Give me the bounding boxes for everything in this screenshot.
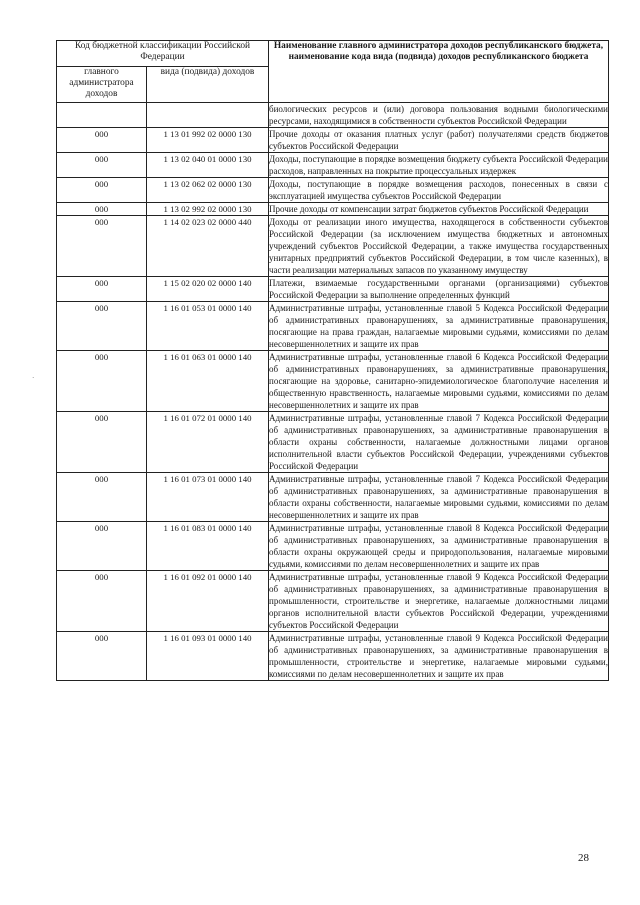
income-code-cell: 1 16 01 072 01 0000 140 (147, 412, 269, 473)
income-code-cell (147, 103, 269, 128)
table-row (57, 412, 609, 473)
table-row (57, 203, 609, 216)
budget-classification-table (56, 40, 609, 681)
admin-code-cell: 000 (57, 153, 147, 178)
income-description-cell: Административные штрафы, установленные главой 9 Кодекса Российской Федерации об административных правонарушениях, за административные правонарушения в промышленности, строительстве и энергетике, налагаемые мировыми судьями, комиссиями по делам несовершеннолетних и защите их прав (269, 633, 608, 679)
header-name-column: Наименование главного администратора доходов республиканского бюджета, наименование кода вида (подвида) доходов республиканского бюджета (269, 41, 609, 103)
admin-code-cell: 000 (57, 302, 147, 351)
header-kind-column: вида (подвида) доходов (147, 67, 269, 103)
table-row (57, 153, 609, 178)
table-row (57, 216, 609, 277)
admin-code-cell: 000 (57, 522, 147, 571)
admin-code-cell: 000 (57, 473, 147, 522)
income-description-cell: Административные штрафы, установленные главой 7 Кодекса Российской Федерации об административных правонарушениях, за административные правонарушения в области охраны собственности, налагаемые должностными лицами органов исполнительной власти субъектов Российской Федерации, учреждениями субъектов Российской Федерации (269, 413, 608, 471)
table-row (57, 632, 609, 681)
income-description-cell: Административные штрафы, установленные главой 7 Кодекса Российской Федерации об административных правонарушениях, за административные правонарушения в области охраны собственности, налагаемые мировыми судьями, комиссиями по делам несовершеннолетних и защите их прав (269, 474, 608, 520)
income-code-cell: 1 15 02 020 02 0000 140 (147, 277, 269, 302)
admin-code-cell: 000 (57, 178, 147, 203)
page-number: 28 (578, 852, 589, 864)
scan-mark: · (32, 374, 35, 382)
income-description-cell: Административные штрафы, установленные главой 8 Кодекса Российской Федерации об административных правонарушениях, за административные правонарушения в области охраны окружающей среды и природопользования, налагаемые мировыми судьями, комиссиями по делам несовершеннолетних и защите их прав (269, 523, 608, 569)
income-code-cell: 1 14 02 023 02 0000 440 (147, 216, 269, 277)
admin-code-cell: 000 (57, 412, 147, 473)
income-description-cell: биологических ресурсов и (или) договора пользования водными биологическими ресурсами, находящимися в собственности субъектов Российской Федерации (269, 104, 608, 126)
income-code-cell: 1 13 02 040 01 0000 130 (147, 153, 269, 178)
income-code-cell: 1 16 01 063 01 0000 140 (147, 351, 269, 412)
income-code-cell: 1 13 02 062 02 0000 130 (147, 178, 269, 203)
admin-code-cell: 000 (57, 351, 147, 412)
income-code-cell: 1 13 02 992 02 0000 130 (147, 203, 269, 216)
income-code-cell: 1 13 01 992 02 0000 130 (147, 128, 269, 153)
income-code-cell: 1 16 01 092 01 0000 140 (147, 571, 269, 632)
table-row (57, 128, 609, 153)
table-row (57, 302, 609, 351)
header-code-group: Код бюджетной классификации Российской Федерации (57, 41, 269, 67)
table-row (57, 571, 609, 632)
admin-code-cell: 000 (57, 571, 147, 632)
income-code-cell: 1 16 01 093 01 0000 140 (147, 632, 269, 681)
admin-code-cell: 000 (57, 203, 147, 216)
table-row (57, 522, 609, 571)
admin-code-cell (57, 103, 147, 128)
income-description-cell: Административные штрафы, установленные главой 6 Кодекса Российской Федерации об административных правонарушениях, за административные правонарушения, посягающие на здоровье, санитарно-эпидемиологическое благополучие населения и общественную нравственность, налагаемые мировыми судьями, комиссиями по делам несовершеннолетних и защите их прав (269, 352, 608, 410)
table-row (57, 277, 609, 302)
income-description-cell: Административные штрафы, установленные главой 5 Кодекса Российской Федерации об административных правонарушениях, за административные правонарушения, посягающие на права граждан, налагаемые мировыми судьями, комиссиями по делам несовершеннолетних и защите их прав (269, 303, 608, 349)
income-description-cell: Доходы, поступающие в порядке возмещения бюджету субъекта Российской Федерации расходов, направленных на покрытие процессуальных издержек (269, 154, 608, 176)
header-admin-column: главного администратора доходов (57, 67, 147, 103)
table-row (57, 351, 609, 412)
income-code-cell: 1 16 01 083 01 0000 140 (147, 522, 269, 571)
income-description-cell: Административные штрафы, установленные главой 9 Кодекса Российской Федерации об административных правонарушениях, за административные правонарушения в промышленности, строительстве и энергетике, налагаемые должностными лицами органов исполнительной власти субъектов Российской Федерации, учреждениями субъектов Российской Федерации (269, 572, 608, 630)
table-row (57, 178, 609, 203)
admin-code-cell: 000 (57, 216, 147, 277)
income-description-cell: Прочие доходы от оказания платных услуг (работ) получателями средств бюджетов субъектов Российской Федерации (269, 129, 608, 151)
admin-code-cell: 000 (57, 128, 147, 153)
income-code-cell: 1 16 01 053 01 0000 140 (147, 302, 269, 351)
income-description-cell: Доходы от реализации иного имущества, находящегося в собственности субъектов Российской Федерации (за исключением имущества бюджетных и автономных учреждений субъектов Российской Федерации, а также имущества государственных унитарных предприятий субъектов Российской Федерации, в том числе казенных), в части реализации материальных запасов по указанному имуществу (269, 217, 608, 275)
document-page (56, 40, 608, 681)
income-code-cell: 1 16 01 073 01 0000 140 (147, 473, 269, 522)
table-row (57, 473, 609, 522)
table-row (57, 103, 609, 128)
income-description-cell: Платежи, взимаемые государственными органами (организациями) субъектов Российской Федерации за выполнение определенных функций (269, 278, 608, 300)
admin-code-cell: 000 (57, 277, 147, 302)
income-description-cell: Прочие доходы от компенсации затрат бюджетов субъектов Российской Федерации (269, 203, 609, 216)
income-description-cell: Доходы, поступающие в порядке возмещения расходов, понесенных в связи с эксплуатацией имущества субъектов Российской Федерации (269, 179, 608, 201)
admin-code-cell: 000 (57, 632, 147, 681)
